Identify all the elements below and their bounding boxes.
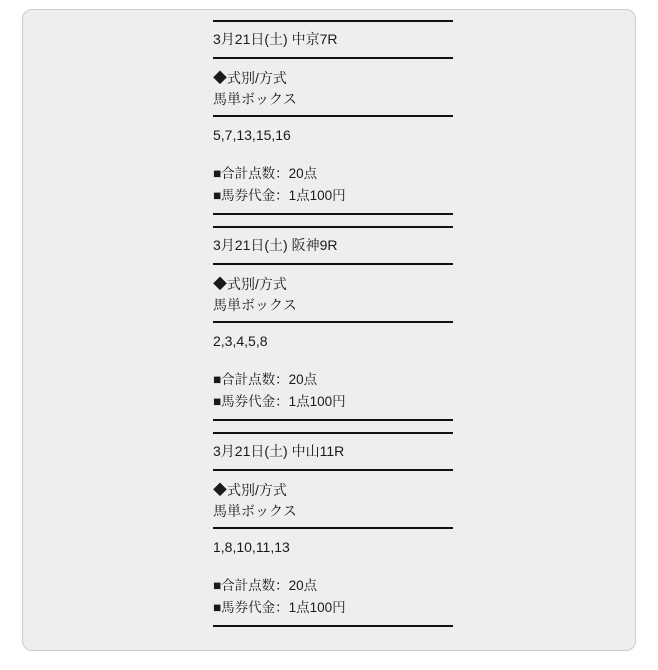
race-title: 3月21日(土) 阪神9R — [213, 237, 338, 253]
race-title: 3月21日(土) 中山11R — [213, 443, 345, 459]
spacer — [213, 215, 473, 226]
bet-type-label: ◆式別/方式 — [213, 70, 287, 86]
spacer — [213, 154, 473, 163]
ticket-price: ■馬券代金：1点100円 — [213, 600, 346, 615]
content-panel — [22, 9, 636, 651]
bet-entry — [213, 226, 473, 421]
bet-entry — [213, 20, 473, 215]
spacer — [213, 566, 473, 575]
bet-type-value: 馬単ボックス — [213, 503, 297, 519]
ticket-price: ■馬券代金：1点100円 — [213, 394, 346, 409]
spacer — [213, 265, 473, 274]
bet-entry — [213, 432, 473, 627]
total-points: ■合計点数：20点 — [213, 166, 318, 181]
spacer — [213, 360, 473, 369]
bet-list — [213, 20, 473, 627]
spacer — [213, 471, 473, 480]
selected-numbers: 2,3,4,5,8 — [213, 333, 268, 349]
ticket-price: ■馬券代金：1点100円 — [213, 188, 346, 203]
bet-type-value: 馬単ボックス — [213, 91, 297, 107]
selected-numbers: 5,7,13,15,16 — [213, 127, 291, 143]
bet-type-label: ◆式別/方式 — [213, 276, 287, 292]
bet-type-value: 馬単ボックス — [213, 297, 297, 313]
spacer — [213, 59, 473, 68]
total-points: ■合計点数：20点 — [213, 372, 318, 387]
divider — [213, 625, 453, 627]
race-title: 3月21日(土) 中京7R — [213, 31, 338, 47]
bet-type-label: ◆式別/方式 — [213, 482, 287, 498]
total-points: ■合計点数：20点 — [213, 578, 318, 593]
spacer — [213, 421, 473, 432]
selected-numbers: 1,8,10,11,13 — [213, 539, 290, 555]
